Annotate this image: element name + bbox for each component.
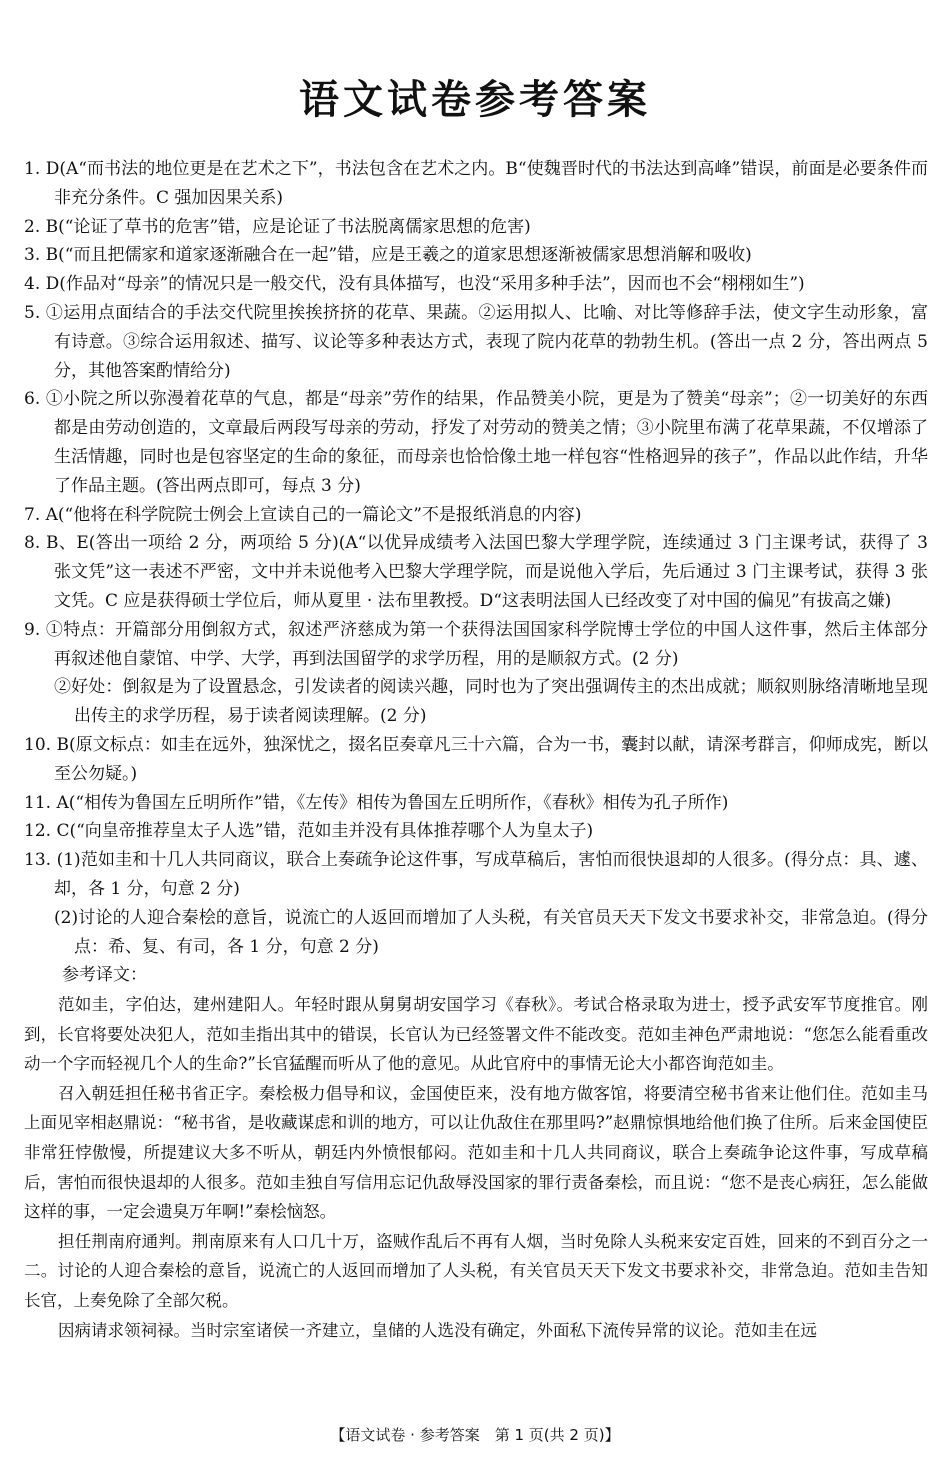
answer-item-3: 3. B(“而且把儒家和道家逐渐融合在一起”错，应是王羲之的道家思想逐渐被儒家思想消解和吸收) xyxy=(24,245,752,266)
answer-item-9: 9. ①特点：开篇部分用倒叙方式，叙述严济慈成为第一个获得法国国家科学院博士学位的中国人这件事，然后主体部分再叙述他自蒙馆、中学、大学，再到法国留学的求学历程，用的是顺叙方式。(2 分) xyxy=(24,619,928,669)
translation-paragraph: 范如圭，字伯达，建州建阳人。年轻时跟从舅舅胡安国学习《春秋》。考试合格录取为进士，授予武安军节度推官。刚到，长官将要处决犯人，范如圭指出其中的错误，长官认为已经签署文件不能改变。范如圭神色严肃地说：“您怎么能看重改动一个字而轻视几个人的生命?”长官猛醒而听从了他的意见。从此官府中的事情无论大小都咨询范如圭。 xyxy=(24,995,928,1074)
answer-item-9-part2 xyxy=(24,673,928,731)
translation-paragraph: 因病请求领祠禄。当时宗室诸侯一齐建立，皇储的人选没有确定，外面私下流传异常的议论。范如圭在远 xyxy=(58,1320,817,1340)
translation-paragraph: 担任荆南府通判。荆南原来有人口几十万，盗贼作乱后不再有人烟，当时免除人头税来安定百姓，回来的不到百分之一二。讨论的人迎合秦桧的意旨，说流亡的人返回而增加了人头税，有关官员天天下发文书要求补交，非常急迫。范如圭告知长官，上奏免除了全部欠税。 xyxy=(24,1231,928,1311)
answer-item-13-part2 xyxy=(24,904,928,962)
answer-item-1: 1. D(A“而书法的地位更是在艺术之下”，书法包含在艺术之内。B“使魏晋时代的书法达到高峰”错误，前面是必要条件而非充分条件。C 强加因果关系) xyxy=(24,159,928,208)
answer-item-2: 2. B(“论证了草书的危害”错，应是论证了书法脱离儒家思想的危害) xyxy=(24,216,531,237)
answer-item-7: 7. A(“他将在科学院院士例会上宣读自己的一篇论文”不是报纸消息的内容) xyxy=(24,504,582,525)
answer-item-5: 5. ①运用点面结合的手法交代院里挨挨挤挤的花草、果蔬。②运用拟人、比喻、对比等修辞手法，使文字生动形象，富有诗意。③综合运用叙述、描写、议论等多种表达方式，表现了院内花草的勃勃生机。(答出一点 2 分，答出两点 5 分，其他答案酌情给分) xyxy=(24,302,928,381)
translation-label: 参考译文： xyxy=(62,965,147,986)
page-footer: 【语文试卷 · 参考答案 第 1 页(共 2 页)】 xyxy=(330,1426,620,1444)
answer-item-6: 6. ①小院之所以弥漫着花草的气息，都是“母亲”劳作的结果，作品赞美小院，更是为了赞美“母亲”；②一切美好的东西都是由劳动创造的，文章最后两段写母亲的劳动，抒发了对劳动的赞美之情；③小院里布满了花草果蔬，不仅增添了生活情趣，同时也是包容坚定的生命的象征，而母亲也恰恰像土地一样包容“性格迥异的孩子”，作品以此作结，升华了作品主题。(答出两点即可，每点 3 分) xyxy=(24,389,928,496)
answer-item-13-part2-text: (2)讨论的人迎合秦桧的意旨，说流亡的人返回而增加了人头税，有关官员天天下发文书要求补交，非常急迫。(得分点：希、复、有司，各 1 分，句意 2 分) xyxy=(54,907,928,957)
answer-item-12: 12. C(“向皇帝推荐皇太子人选”错，范如圭并没有具体推荐哪个人为皇太子) xyxy=(24,821,594,842)
answer-item-8: 8. B、E(答出一项给 2 分，两项给 5 分)(A“以优异成绩考入法国巴黎大学理学院，连续通过 3 门主课考试，获得了 3 张文凭”这一表述不严密，文中并未说他考入巴黎大学理学院，而是说他入学后，先后通过 3 门主课考试，获得 3 张文凭。C 应是获得硕士学位后，师从夏里 · 法布里教授。D“这表明法国人已经改变了对中国的偏见”有拔高之嫌) xyxy=(24,533,928,611)
translation-paragraph: 召入朝廷担任秘书省正字。秦桧极力倡导和议，金国使臣来，没有地方做客馆，将要清空秘书省来让他们住。范如圭马上面见宰相赵鼎说：“秘书省，是收藏谋虑和训的地方，可以让仇敌住在那里吗?”赵鼎惊惧地给他们换了住所。后来金国使臣非常狂悖傲慢，所提建议大多不听从，朝廷内外愤恨郁闷。范如圭和十几人共同商议，联合上奏疏争论这件事，写成草稿后，害怕而很快退却的人很多。范如圭独自写信用忘记仇敌辱没国家的罪行责备秦桧，而且说：“您不是丧心病狂，怎么能做这样的事，一定会遗臭万年啊!”秦桧恼怒。 xyxy=(24,1083,928,1222)
answer-item-13: 13. (1)范如圭和十几人共同商议，联合上奏疏争论这件事，写成草稿后，害怕而很快退却的人很多。(得分点：具、遽、却，各 1 分，句意 2 分) xyxy=(24,850,928,899)
answer-item-11: 11. A(“相传为鲁国左丘明所作”错，《左传》相传为鲁国左丘明所作，《春秋》相传为孔子所作) xyxy=(24,792,729,813)
answer-list xyxy=(24,155,928,1345)
answer-item-10: 10. B(原文标点：如圭在远外，独深忧之，掇名臣奏章凡三十六篇，合为一书，囊封以献，请深考群言，仰师成宪，断以至公勿疑。) xyxy=(24,734,928,784)
page-title: 语文试卷参考答案 xyxy=(299,76,651,123)
answer-item-9-part2-text: ②好处：倒叙是为了设置悬念，引发读者的阅读兴趣，同时也为了突出强调传主的杰出成就；顺叙则脉络清晰地呈现出传主的求学历程，易于读者阅读理解。(2 分) xyxy=(54,677,928,727)
answer-item-4: 4. D(作品对“母亲”的情况只是一般交代，没有具体描写，也没“采用多种手法”，因而也不会“栩栩如生”) xyxy=(24,274,805,295)
